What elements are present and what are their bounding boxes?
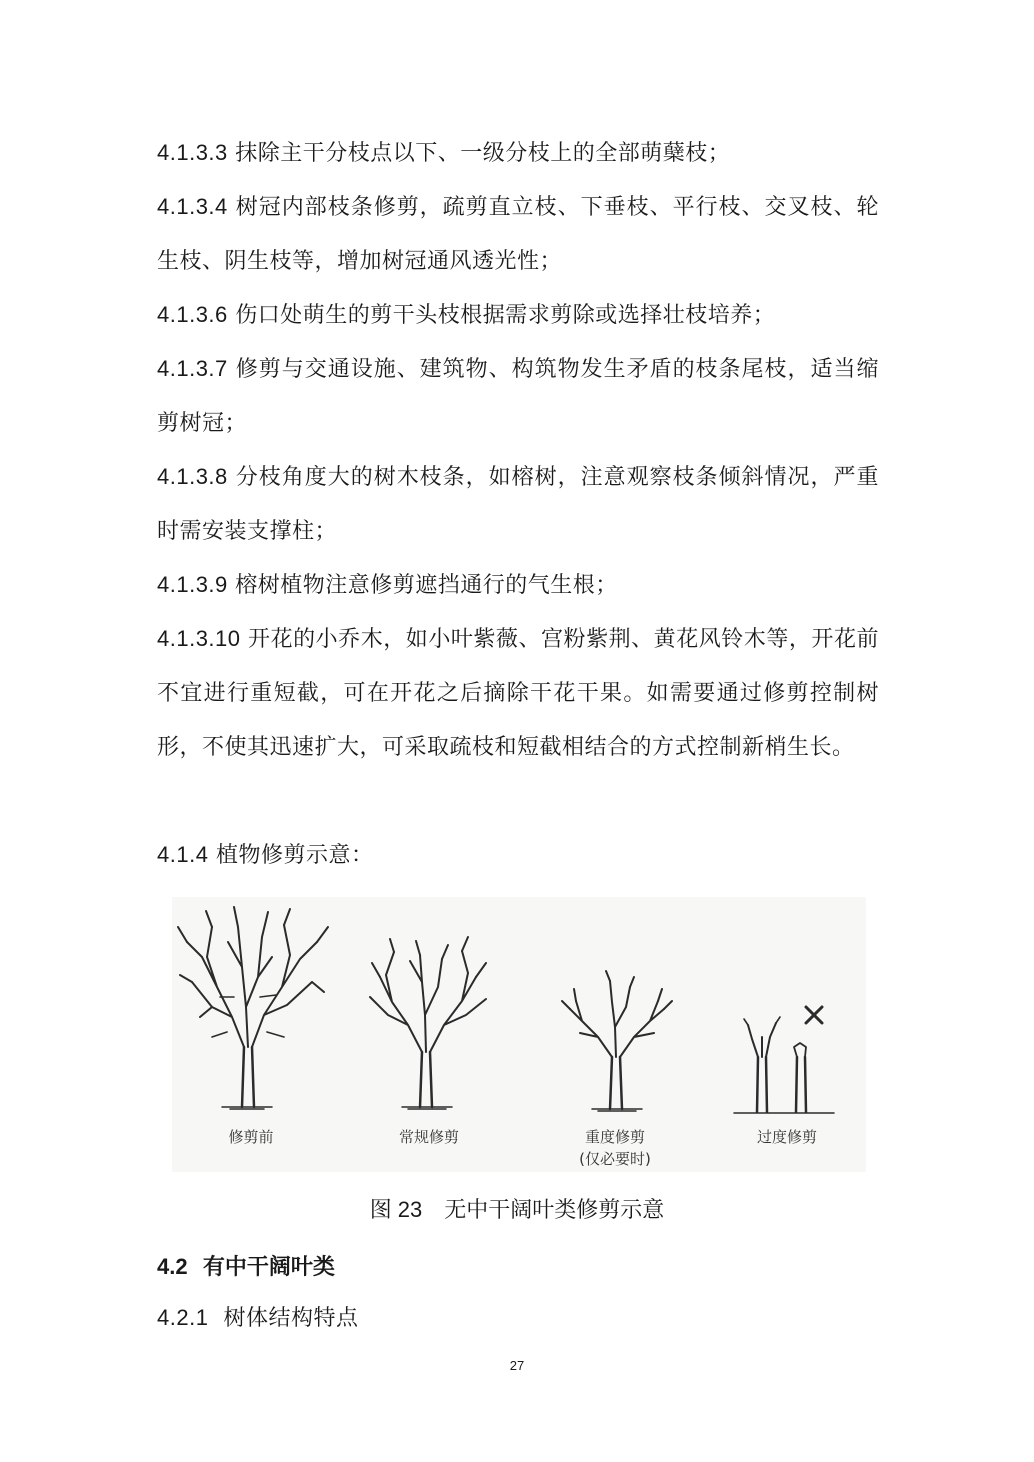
clause-number: 4.1.4 [157,842,209,867]
clause-text: 分枝角度大的树木枝条，如榕树，注意观察枝条倾斜情况，严重时需安装支撑柱； [157,465,879,544]
tree-heavy-pruning-drawing [562,971,672,1111]
clause-number: 4.1.3.9 [157,572,228,597]
tree-over-pruning-drawing [734,1007,834,1113]
page-number: 27 [509,1358,525,1373]
paragraph-4-1-4 [157,828,879,883]
section-title: 有中干阔叶类 [202,1255,335,1280]
clause-number: 4.1.3.4 [157,194,228,219]
label-regular-pruning: 常规修剪 [398,1128,459,1146]
paragraph-4-1-3-10 [157,612,879,775]
label-heavy-pruning: 重度修剪 [584,1128,645,1146]
subsection-heading [157,1291,879,1346]
x-mark-icon [806,1007,822,1023]
clause-text: 抹除主干分枝点以下、一级分枝上的全部萌蘖枝； [235,141,731,166]
section-number: 4.2 [157,1254,188,1279]
pruning-illustration [172,897,866,1172]
label-over-pruning: 过度修剪 [756,1128,817,1146]
figure-number: 图 23 [369,1197,423,1222]
clause-text: 植物修剪示意： [215,843,374,868]
clause-text: 榕树植物注意修剪遮挡通行的气生根； [235,573,618,598]
clause-text: 开花的小乔木，如小叶紫薇、宫粉紫荆、黄花风铃木等，开花前不宜进行重短截，可在开花之后摘除干花干果。如需要通过修剪控制树形，不使其迅速扩大，可采取疏枝和短截相结合的方式控制新梢生长。 [157,627,879,760]
label-before-pruning: 修剪前 [228,1128,274,1146]
paragraph-4-1-3-6 [157,288,879,343]
section-heading [157,1250,335,1281]
clause-number: 4.1.3.8 [157,464,228,489]
tree-regular-pruning-drawing [370,937,486,1109]
clause-number: 4.1.3.6 [157,302,228,327]
label-heavy-pruning-note: (仅必要时) [579,1150,651,1168]
subsection-title: 树体结构特点 [223,1306,359,1331]
figure-caption [0,1193,1034,1224]
paragraph-4-1-3-7 [157,342,879,451]
clause-text: 修剪与交通设施、建筑物、构筑物发生矛盾的枝条尾枝，适当缩剪树冠； [157,357,879,436]
clause-text: 树冠内部枝条修剪，疏剪直立枝、下垂枝、平行枝、交叉枝、轮生枝、阴生枝等，增加树冠通风透光性； [157,195,879,274]
paragraph-4-1-3-9 [157,558,879,613]
clause-text: 伤口处萌生的剪干头枝根据需求剪除或选择壮枝培养； [235,303,776,328]
clause-number: 4.1.3.3 [157,140,228,165]
clause-number: 4.1.3.10 [157,626,241,651]
subsection-number: 4.2.1 [157,1305,209,1330]
figure-title: 无中干阔叶类修剪示意 [444,1198,665,1223]
tree-before-pruning-drawing [178,907,328,1109]
paragraph-4-1-3-8 [157,450,879,559]
paragraph-4-1-3-3 [157,126,879,181]
paragraph-4-1-3-4 [157,180,879,289]
clause-number: 4.1.3.7 [157,356,228,381]
